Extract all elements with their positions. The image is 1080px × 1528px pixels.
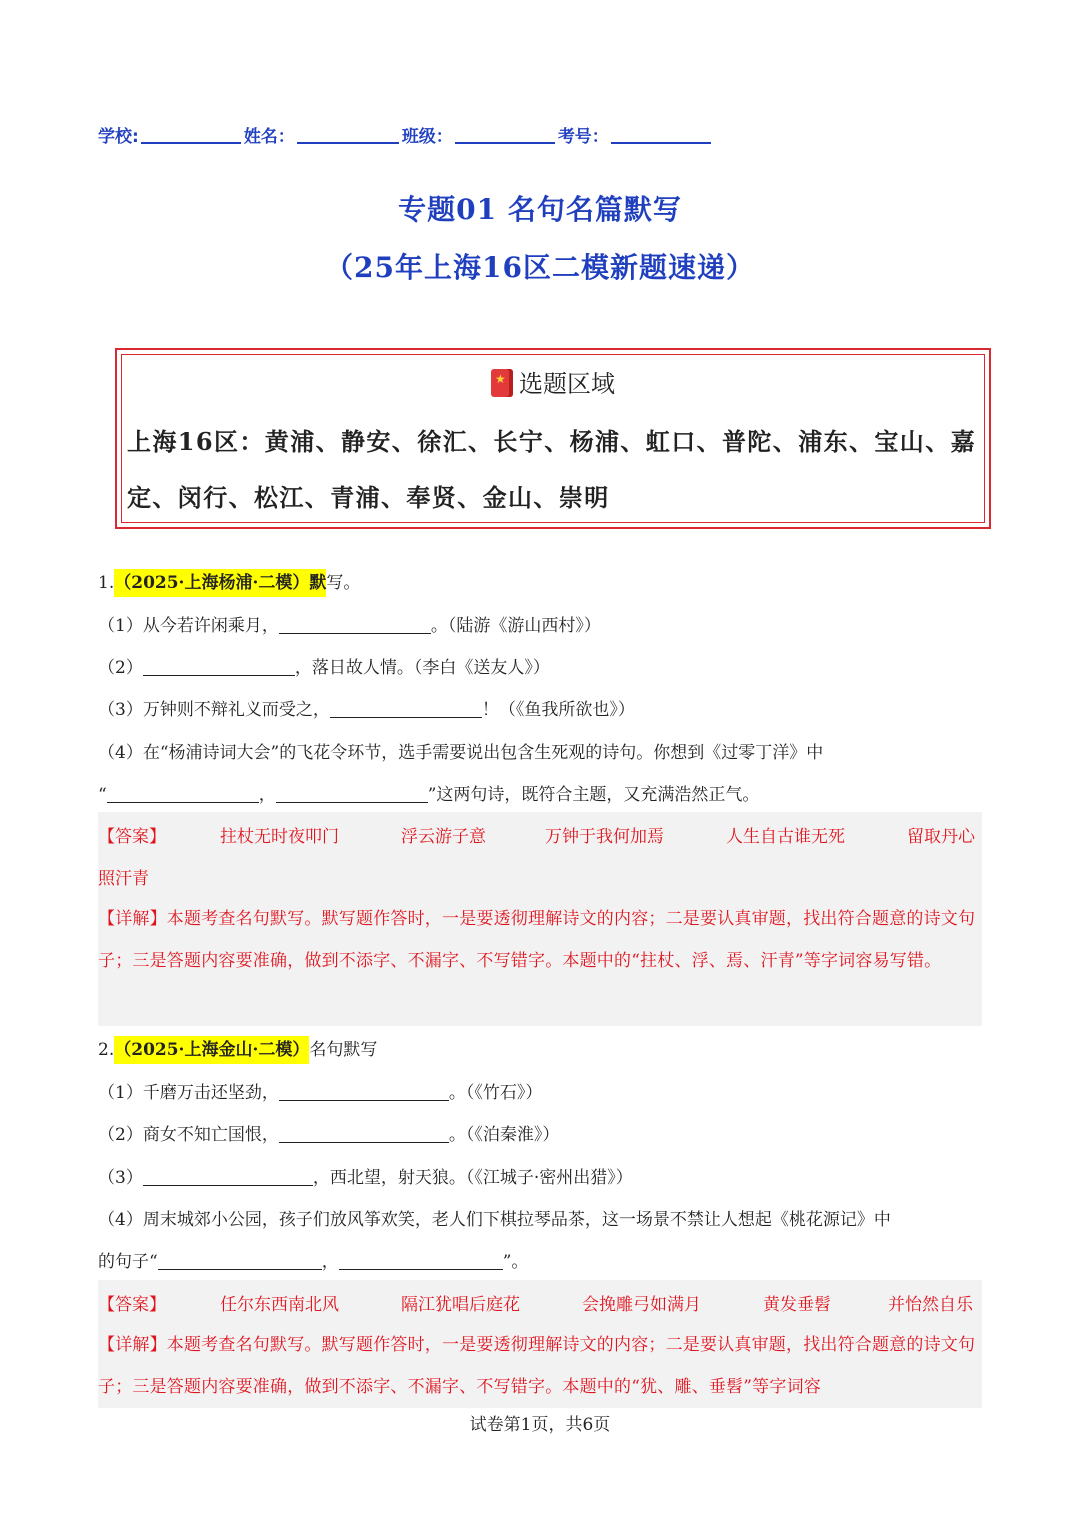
- answer-item: 人生自古谁无死: [726, 827, 845, 847]
- item-text-post: 。（《泊秦淮》）: [448, 1125, 560, 1145]
- question-1-answer-wrap: 照汗青: [98, 869, 149, 889]
- item-text-pre: （1）从今若许闲乘月，: [98, 616, 279, 636]
- question-1-item-4: [98, 738, 823, 763]
- question-1-item-4-line-2: [98, 780, 759, 805]
- school-blank: [141, 124, 241, 144]
- question-2-answer-block: [98, 1280, 982, 1408]
- quote-open: 的句子“: [98, 1252, 158, 1272]
- region-heading-text: 选题区域: [519, 370, 615, 398]
- item-text-pre: （3）万钟则不辩礼义而受之，: [98, 700, 330, 720]
- answer-tag: 【答案】: [98, 1295, 166, 1315]
- answer-item: 留取丹心: [907, 827, 975, 847]
- question-1-answer-block: [98, 812, 982, 1026]
- answer-blank: [279, 1082, 449, 1101]
- question-2-item-2: [98, 1120, 559, 1145]
- exam-no-label: 考号：: [557, 127, 609, 147]
- student-info-line: [98, 122, 714, 147]
- question-1-number: 1.: [98, 573, 115, 593]
- question-2-source: （2025·上海金山·二模）: [114, 1036, 309, 1064]
- question-1-item-2: [98, 653, 550, 678]
- region-heading: [117, 364, 989, 399]
- question-2-item-3: [98, 1163, 633, 1188]
- item-text-pre: （2）商女不知亡国恨，: [98, 1125, 279, 1145]
- answer-item: 浮云游子意: [401, 827, 486, 847]
- answer-item: 任尔东西南北风: [220, 1295, 339, 1315]
- region-box: [115, 348, 991, 529]
- answer-blank: [143, 1167, 313, 1186]
- page-footer: 试卷第1页，共6页: [469, 1415, 611, 1435]
- class-blank: [455, 124, 555, 144]
- class-label: 班级：: [401, 127, 453, 147]
- item-text-post: 。（陆游《游山西村》）: [430, 616, 601, 636]
- page-title: 专题01 名句名篇默写: [398, 193, 682, 226]
- answer-blank: [158, 1251, 322, 1270]
- answer-blank: [276, 784, 428, 803]
- question-1-source: （2025·上海杨浦·二模）默: [114, 569, 326, 597]
- quote-mid: ，: [321, 1252, 339, 1272]
- question-2-item-1: [98, 1078, 542, 1103]
- question-2-item-4: [98, 1205, 891, 1230]
- answer-item: 万钟于我何加焉: [545, 827, 664, 847]
- name-label: 姓名：: [243, 127, 295, 147]
- answer-item: 拄杖无时夜叩门: [220, 827, 339, 847]
- item-text-pre: （2）: [98, 658, 143, 678]
- item-text-pre: （4）在“杨浦诗词大会”的飞花令环节，选手需要说出包含生死观的诗句。你想到《过零丁洋》中: [98, 743, 824, 763]
- question-1-stem-tail: 写。: [326, 573, 361, 593]
- answer-blank: [279, 1124, 449, 1143]
- red-book-icon: [491, 369, 513, 397]
- question-2-stem-tail: 名句默写: [309, 1040, 378, 1060]
- answer-item: 并怡然自乐: [888, 1295, 973, 1315]
- question-1-answer-row: [98, 822, 982, 846]
- question-1-item-3: [98, 695, 635, 720]
- answer-blank: [279, 615, 431, 634]
- page-subtitle: （25年上海16区二模新题速递）: [325, 251, 755, 284]
- answer-item: 隔江犹唱后庭花: [401, 1295, 520, 1315]
- question-1-stem: [98, 568, 360, 593]
- quote-mid: ，: [258, 785, 276, 805]
- answer-blank: [107, 784, 259, 803]
- question-2-item-4-line-2: [98, 1247, 528, 1272]
- item-text-post: ！（《鱼我所欲也》）: [481, 700, 635, 720]
- item-text-post: ，落日故人情。（李白《送友人》）: [294, 658, 550, 678]
- question-2-number: 2.: [98, 1040, 115, 1060]
- question-1-detail: 【详解】本题考查名句默写。默写题作答时，一是要透彻理解诗文的内容；二是要认真审题，找出符合题意的诗文句子；三是答题内容要准确，做到不添字、不漏字、不写错字。本题中的“拄杖、浮、焉、汗青”等字词容易写错。: [98, 909, 976, 971]
- quote-close: ”这两句诗，既符合主题，又充满浩然正气。: [427, 785, 760, 805]
- item-text-pre: （4）周末城郊小公园，孩子们放风筝欢笑，老人们下棋拉琴品茶，这一场景不禁让人想起《桃花源记》中: [98, 1210, 891, 1230]
- quote-open: “: [98, 785, 107, 805]
- item-text-post: ，西北望，射天狼。（《江城子·密州出猎》）: [312, 1168, 633, 1188]
- region-district-list: 上海16区：黄浦、静安、徐汇、长宁、杨浦、虹口、普陀、浦东、宝山、嘉定、闵行、松江、青浦、奉贤、金山、崇明: [127, 427, 976, 512]
- item-text-post: 。（《竹石》）: [448, 1083, 543, 1103]
- answer-tag: 【答案】: [98, 827, 166, 847]
- answer-item: 黄发垂髫: [763, 1295, 831, 1315]
- item-text-pre: （1）千磨万击还坚劲，: [98, 1083, 279, 1103]
- answer-item: 会挽雕弓如满月: [582, 1295, 701, 1315]
- answer-blank: [143, 657, 295, 676]
- answer-blank: [339, 1251, 503, 1270]
- question-2-answer-row: [98, 1290, 982, 1314]
- question-2-detail: 【详解】本题考查名句默写。默写题作答时，一是要透彻理解诗文的内容；二是要认真审题，找出符合题意的诗文句子；三是答题内容要准确，做到不添字、不漏字、不写错字。本题中的“犹、雕、垂髫”等字词容: [98, 1335, 976, 1397]
- answer-blank: [330, 699, 482, 718]
- exam-no-blank: [611, 124, 711, 144]
- question-2-stem: [98, 1035, 377, 1060]
- name-blank: [297, 124, 399, 144]
- school-label: 学校:: [98, 127, 139, 147]
- quote-close: ”。: [502, 1252, 529, 1272]
- item-text-pre: （3）: [98, 1168, 143, 1188]
- question-1-item-1: [98, 611, 601, 636]
